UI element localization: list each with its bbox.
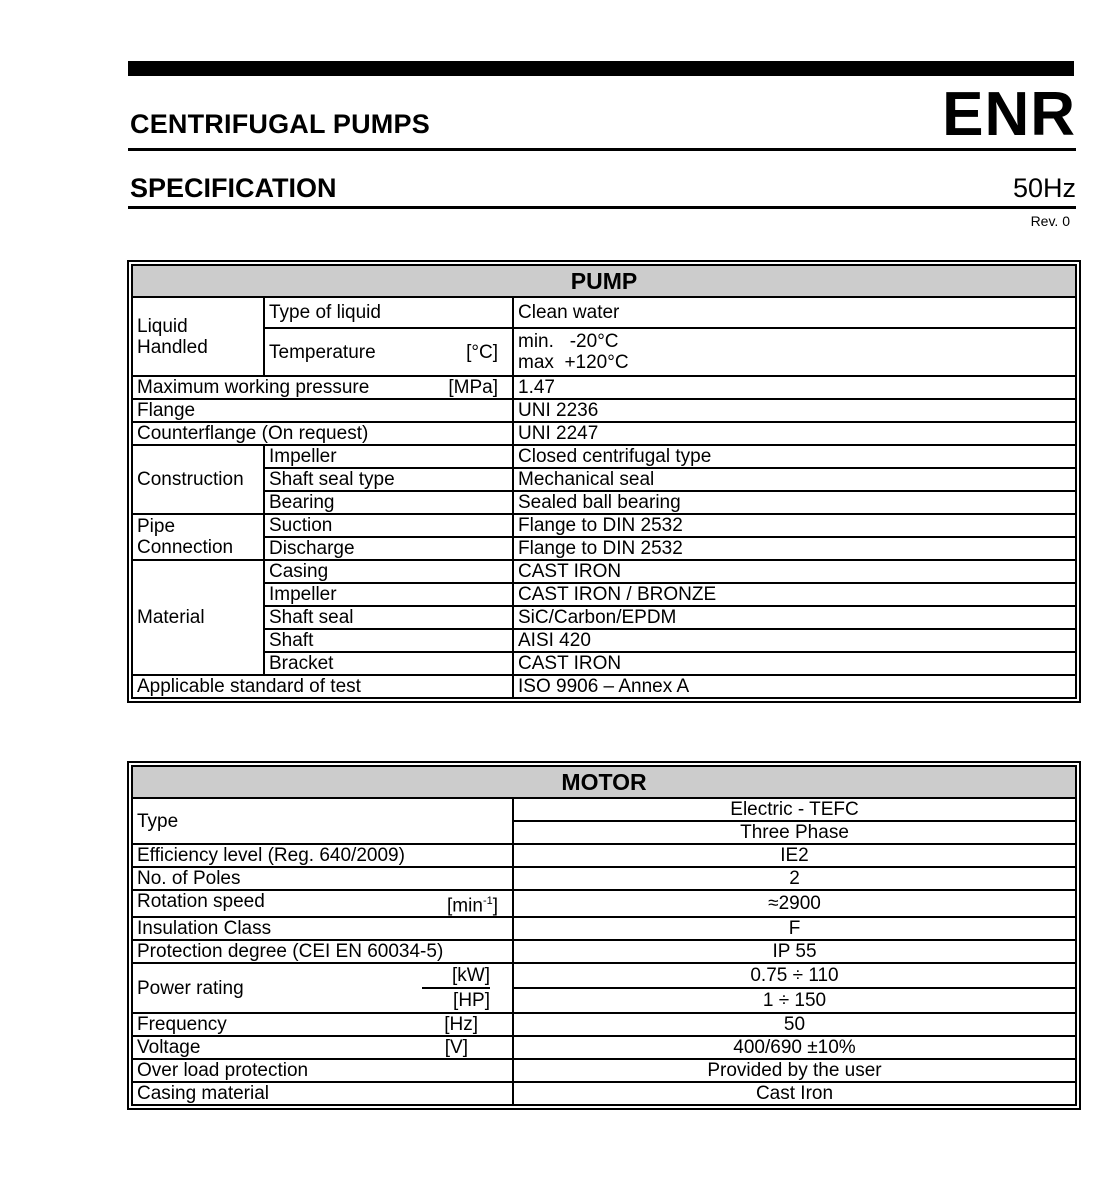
motor-table-title: MOTOR xyxy=(133,767,1075,798)
rotation-value: ≈2900 xyxy=(513,890,1075,917)
temperature-min: min. -20°C xyxy=(518,331,619,352)
overload-label: Over load protection xyxy=(133,1059,513,1082)
test-standard-value: ISO 9906 – Annex A xyxy=(513,675,1075,697)
material-group: Material xyxy=(133,560,264,675)
header-rule-bar xyxy=(128,61,1074,76)
frequency-label: 50Hz xyxy=(1012,173,1076,203)
construction-label: Shaft seal type xyxy=(264,468,513,491)
material-value: CAST IRON xyxy=(513,652,1075,675)
title-row xyxy=(128,82,1076,151)
temperature-value-cell xyxy=(513,328,1075,376)
pump-table xyxy=(133,266,1075,697)
construction-value: Closed centrifugal type xyxy=(513,445,1075,468)
rotation-unit xyxy=(447,891,508,916)
test-standard-label: Applicable standard of test xyxy=(133,675,513,697)
material-label: Impeller xyxy=(264,583,513,606)
power-label: Power rating xyxy=(137,977,244,999)
series-code: ENR xyxy=(942,80,1076,149)
motor-type-value-1: Electric - TEFC xyxy=(513,798,1075,821)
pump-table-frame xyxy=(127,260,1081,703)
temperature-unit: [°C] xyxy=(466,341,498,363)
overload-value: Provided by the user xyxy=(513,1059,1075,1082)
voltage-value: 400/690 ±10% xyxy=(513,1036,1075,1059)
pipe-connection-label: Suction xyxy=(264,514,513,537)
poles-value: 2 xyxy=(513,867,1075,890)
material-value: CAST IRON / BRONZE xyxy=(513,583,1075,606)
efficiency-value: IE2 xyxy=(513,844,1075,867)
pipe-connection-label: Discharge xyxy=(264,537,513,560)
protection-value: IP 55 xyxy=(513,940,1075,963)
power-unit-kw: [kW] xyxy=(422,964,490,989)
protection-label: Protection degree (CEI EN 60034-5) xyxy=(133,940,513,963)
pressure-value: 1.47 xyxy=(513,376,1075,399)
construction-label: Bearing xyxy=(264,491,513,514)
counterflange-value: UNI 2247 xyxy=(513,422,1075,445)
rotation-label-cell xyxy=(133,890,513,917)
power-value-hp: 1 ÷ 150 xyxy=(513,988,1075,1013)
construction-label: Impeller xyxy=(264,445,513,468)
pressure-label-cell xyxy=(133,376,513,399)
rotation-unit-exponent: -1 xyxy=(482,895,493,907)
pressure-label: Maximum working pressure xyxy=(137,377,370,398)
motor-type-value-2: Three Phase xyxy=(513,821,1075,844)
power-unit-hp: [HP] xyxy=(453,990,490,1012)
temperature-max: max +120°C xyxy=(518,352,629,373)
section-title: SPECIFICATION xyxy=(130,173,337,203)
frequency-value: 50 xyxy=(513,1013,1075,1036)
temperature-label: Temperature xyxy=(269,341,376,363)
voltage-label-cell xyxy=(133,1036,513,1059)
type-of-liquid-label: Type of liquid xyxy=(264,297,513,328)
material-value: AISI 420 xyxy=(513,629,1075,652)
insulation-label: Insulation Class xyxy=(133,917,513,940)
power-value-kw: 0.75 ÷ 110 xyxy=(513,963,1075,988)
construction-value: Sealed ball bearing xyxy=(513,491,1075,514)
construction-group: Construction xyxy=(133,445,264,514)
frequency-row-label: Frequency xyxy=(137,1014,227,1036)
pipe-connection-value: Flange to DIN 2532 xyxy=(513,537,1075,560)
flange-label: Flange xyxy=(133,399,513,422)
insulation-value: F xyxy=(513,917,1075,940)
pipe-connection-group: Pipe Connection xyxy=(133,514,264,560)
liquid-handled-group: Liquid Handled xyxy=(133,297,264,376)
material-label: Shaft xyxy=(264,629,513,652)
material-value: SiC/Carbon/EPDM xyxy=(513,606,1075,629)
motor-type-label: Type xyxy=(133,798,513,844)
motor-table xyxy=(133,767,1075,1104)
rotation-label: Rotation speed xyxy=(137,891,265,912)
frequency-label-cell xyxy=(133,1013,513,1036)
type-of-liquid-value: Clean water xyxy=(513,297,1075,328)
pressure-unit: [MPa] xyxy=(448,377,498,398)
material-label: Shaft seal xyxy=(264,606,513,629)
revision-label: Rev. 0 xyxy=(1030,213,1070,229)
rotation-unit-end: ] xyxy=(492,895,498,917)
rotation-unit-base: [min xyxy=(447,895,483,917)
frequency-unit: [Hz] xyxy=(444,1014,478,1036)
casing-material-value: Cast Iron xyxy=(513,1082,1075,1104)
voltage-label: Voltage xyxy=(137,1037,201,1059)
construction-value: Mechanical seal xyxy=(513,468,1075,491)
pump-table-title: PUMP xyxy=(133,266,1075,297)
document-title: CENTRIFUGAL PUMPS xyxy=(130,109,430,139)
casing-material-label: Casing material xyxy=(133,1082,513,1104)
power-units xyxy=(422,964,512,1012)
temperature-label-cell xyxy=(264,328,513,376)
material-label: Casing xyxy=(264,560,513,583)
pipe-connection-value: Flange to DIN 2532 xyxy=(513,514,1075,537)
material-value: CAST IRON xyxy=(513,560,1075,583)
voltage-unit: [V] xyxy=(444,1037,468,1059)
poles-label: No. of Poles xyxy=(133,867,513,890)
power-label-cell xyxy=(133,963,513,1013)
material-label: Bracket xyxy=(264,652,513,675)
motor-table-frame xyxy=(127,761,1081,1110)
section-row xyxy=(128,168,1076,209)
counterflange-label: Counterflange (On request) xyxy=(133,422,513,445)
flange-value: UNI 2236 xyxy=(513,399,1075,422)
efficiency-label: Efficiency level (Reg. 640/2009) xyxy=(133,844,513,867)
